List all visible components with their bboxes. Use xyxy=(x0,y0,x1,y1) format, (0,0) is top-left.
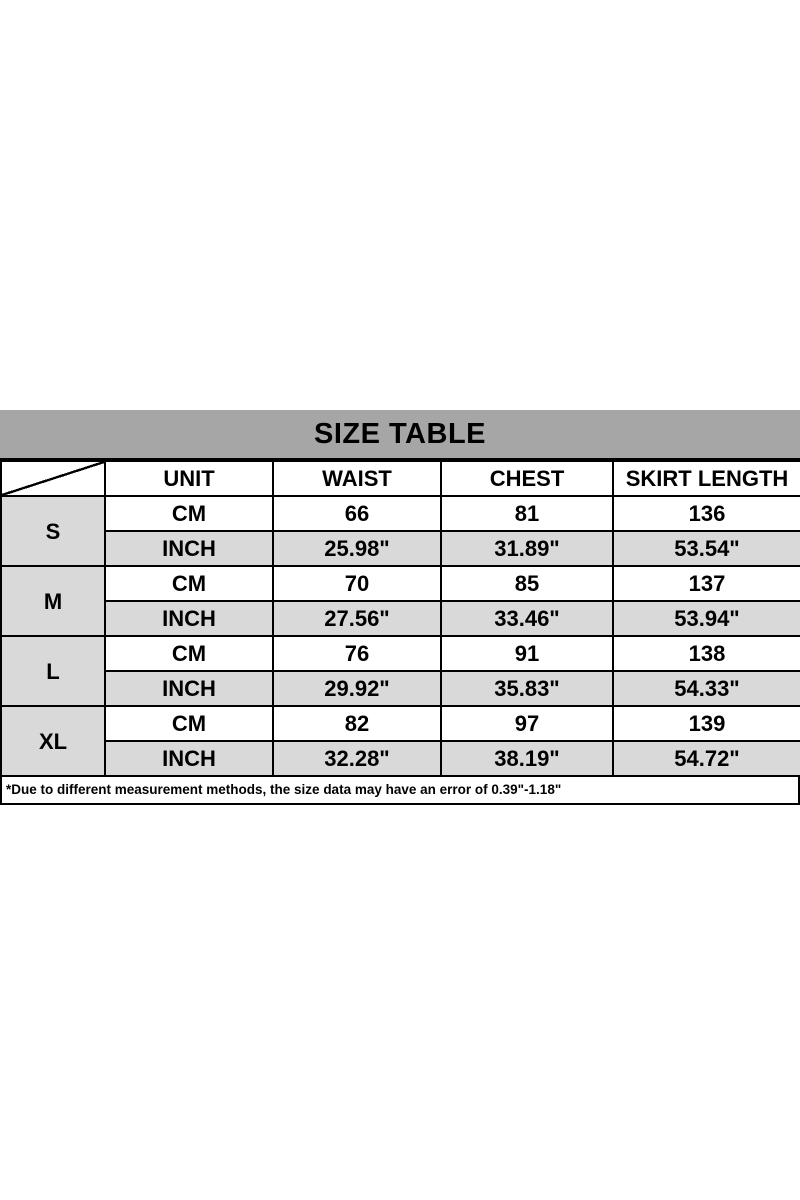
skirt-length-value: 54.33" xyxy=(613,671,800,706)
unit-cell: CM xyxy=(105,706,273,741)
chest-value: 85 xyxy=(441,566,613,601)
unit-cell: INCH xyxy=(105,601,273,636)
column-header-unit: UNIT xyxy=(105,461,273,496)
chest-value: 81 xyxy=(441,496,613,531)
size-table xyxy=(0,460,800,777)
chest-value: 97 xyxy=(441,706,613,741)
corner-diagonal-cell xyxy=(1,461,105,496)
unit-cell: CM xyxy=(105,496,273,531)
waist-value: 29.92" xyxy=(273,671,441,706)
skirt-length-value: 53.94" xyxy=(613,601,800,636)
unit-cell: CM xyxy=(105,566,273,601)
table-row xyxy=(1,601,800,636)
waist-value: 25.98" xyxy=(273,531,441,566)
waist-value: 27.56" xyxy=(273,601,441,636)
waist-value: 66 xyxy=(273,496,441,531)
table-row xyxy=(1,741,800,776)
size-table-title: SIZE TABLE xyxy=(0,410,800,460)
waist-value: 82 xyxy=(273,706,441,741)
chest-value: 35.83" xyxy=(441,671,613,706)
chest-value: 38.19" xyxy=(441,741,613,776)
unit-cell: INCH xyxy=(105,741,273,776)
unit-cell: INCH xyxy=(105,671,273,706)
table-row xyxy=(1,531,800,566)
skirt-length-value: 138 xyxy=(613,636,800,671)
table-row xyxy=(1,566,800,601)
size-label-xl: XL xyxy=(1,706,105,776)
skirt-length-value: 53.54" xyxy=(613,531,800,566)
measurement-disclaimer-note: *Due to different measurement methods, the size data may have an error of 0.39"-1.18" xyxy=(0,777,800,805)
table-row xyxy=(1,706,800,741)
table-header-row xyxy=(1,461,800,496)
skirt-length-value: 54.72" xyxy=(613,741,800,776)
waist-value: 76 xyxy=(273,636,441,671)
column-header-skirt-length: SKIRT LENGTH xyxy=(613,461,800,496)
unit-cell: INCH xyxy=(105,531,273,566)
size-label-m: M xyxy=(1,566,105,636)
chest-value: 31.89" xyxy=(441,531,613,566)
waist-value: 70 xyxy=(273,566,441,601)
unit-cell: CM xyxy=(105,636,273,671)
skirt-length-value: 136 xyxy=(613,496,800,531)
skirt-length-value: 137 xyxy=(613,566,800,601)
table-row xyxy=(1,671,800,706)
chest-value: 91 xyxy=(441,636,613,671)
chest-value: 33.46" xyxy=(441,601,613,636)
table-row xyxy=(1,496,800,531)
waist-value: 32.28" xyxy=(273,741,441,776)
table-row xyxy=(1,636,800,671)
column-header-chest: CHEST xyxy=(441,461,613,496)
size-table-section xyxy=(0,410,800,805)
size-label-l: L xyxy=(1,636,105,706)
column-header-waist: WAIST xyxy=(273,461,441,496)
skirt-length-value: 139 xyxy=(613,706,800,741)
size-label-s: S xyxy=(1,496,105,566)
